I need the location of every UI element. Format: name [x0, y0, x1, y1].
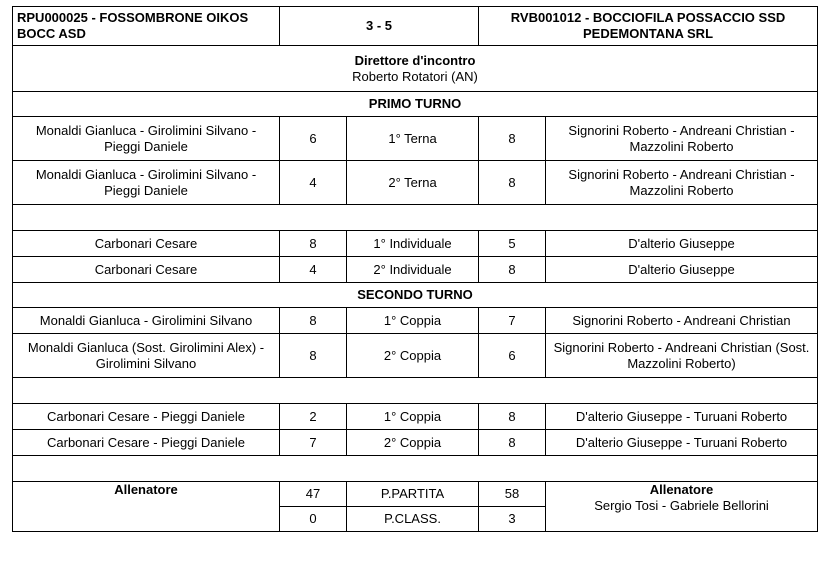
away-players: D'alterio Giuseppe	[546, 257, 818, 283]
home-score: 8	[280, 308, 347, 334]
section-row	[13, 283, 818, 308]
home-classifica-points: 0	[280, 507, 347, 532]
game-row	[13, 308, 818, 334]
away-coach-names: Sergio Tosi - Gabriele Bellorini	[594, 498, 769, 513]
game-type: 2° Coppia	[347, 430, 479, 456]
away-team-name: RVB001012 - BOCCIOFILA POSSACCIO SSD PEDEMONTANA SRL	[479, 7, 818, 46]
away-players: Signorini Roberto - Andreani Christian (Sost. Mazzolini Roberto)	[546, 334, 818, 378]
away-classifica-points: 3	[479, 507, 546, 532]
game-type: 2° Individuale	[347, 257, 479, 283]
final-score: 3 - 5	[280, 7, 479, 46]
section-title-secondo-turno: SECONDO TURNO	[13, 283, 818, 308]
game-row	[13, 231, 818, 257]
game-type: 1° Terna	[347, 117, 479, 161]
away-players: Signorini Roberto - Andreani Christian - Mazzolini Roberto	[546, 161, 818, 205]
home-score: 7	[280, 430, 347, 456]
home-score: 4	[280, 161, 347, 205]
away-players: D'alterio Giuseppe	[546, 231, 818, 257]
classifica-points-label: P.CLASS.	[347, 507, 479, 532]
game-type: 2° Terna	[347, 161, 479, 205]
away-score: 8	[479, 404, 546, 430]
away-score: 8	[479, 161, 546, 205]
match-report-table	[12, 6, 818, 532]
away-score: 8	[479, 257, 546, 283]
home-score: 4	[280, 257, 347, 283]
home-score: 8	[280, 334, 347, 378]
game-row	[13, 117, 818, 161]
game-type: 1° Coppia	[347, 308, 479, 334]
away-partita-points: 58	[479, 482, 546, 507]
partita-points-row	[13, 482, 818, 507]
director-row	[13, 46, 818, 92]
away-coach-label: Allenatore	[649, 482, 714, 497]
game-row	[13, 430, 818, 456]
home-players: Monaldi Gianluca - Girolimini Silvano - Pieggi Daniele	[13, 117, 280, 161]
director-name: Roberto Rotatori (AN)	[352, 68, 478, 84]
game-type: 2° Coppia	[347, 334, 479, 378]
away-coach-cell	[546, 482, 818, 532]
spacer-row	[13, 378, 818, 404]
home-score: 8	[280, 231, 347, 257]
section-row	[13, 92, 818, 117]
header-row	[13, 7, 818, 46]
home-coach-label: Allenatore	[114, 482, 178, 497]
home-partita-points: 47	[280, 482, 347, 507]
home-players: Monaldi Gianluca - Girolimini Silvano - Pieggi Daniele	[13, 161, 280, 205]
spacer-cell	[13, 205, 818, 231]
away-players: Signorini Roberto - Andreani Christian - Mazzolini Roberto	[546, 117, 818, 161]
home-players: Carbonari Cesare - Pieggi Daniele	[13, 430, 280, 456]
home-players: Carbonari Cesare	[13, 231, 280, 257]
away-players: D'alterio Giuseppe - Turuani Roberto	[546, 430, 818, 456]
away-score: 8	[479, 430, 546, 456]
game-row	[13, 334, 818, 378]
spacer-cell	[13, 378, 818, 404]
home-players: Monaldi Gianluca - Girolimini Silvano	[13, 308, 280, 334]
home-score: 6	[280, 117, 347, 161]
game-row	[13, 257, 818, 283]
spacer-row	[13, 205, 818, 231]
spacer-row	[13, 456, 818, 482]
spacer-cell	[13, 456, 818, 482]
game-type: 1° Individuale	[347, 231, 479, 257]
away-score: 5	[479, 231, 546, 257]
away-score: 8	[479, 117, 546, 161]
home-score: 2	[280, 404, 347, 430]
director-label: Direttore d'incontro	[354, 52, 476, 68]
away-score: 6	[479, 334, 546, 378]
home-players: Carbonari Cesare - Pieggi Daniele	[13, 404, 280, 430]
home-players: Monaldi Gianluca (Sost. Girolimini Alex) - Girolimini Silvano	[13, 334, 280, 378]
game-type: 1° Coppia	[347, 404, 479, 430]
away-players: D'alterio Giuseppe - Turuani Roberto	[546, 404, 818, 430]
home-coach-cell	[13, 482, 280, 532]
director-cell	[13, 46, 818, 92]
home-team-name: RPU000025 - FOSSOMBRONE OIKOS BOCC ASD	[13, 7, 280, 46]
away-score: 7	[479, 308, 546, 334]
section-title-primo-turno: PRIMO TURNO	[13, 92, 818, 117]
game-row	[13, 161, 818, 205]
partita-points-label: P.PARTITA	[347, 482, 479, 507]
away-players: Signorini Roberto - Andreani Christian	[546, 308, 818, 334]
game-row	[13, 404, 818, 430]
home-players: Carbonari Cesare	[13, 257, 280, 283]
